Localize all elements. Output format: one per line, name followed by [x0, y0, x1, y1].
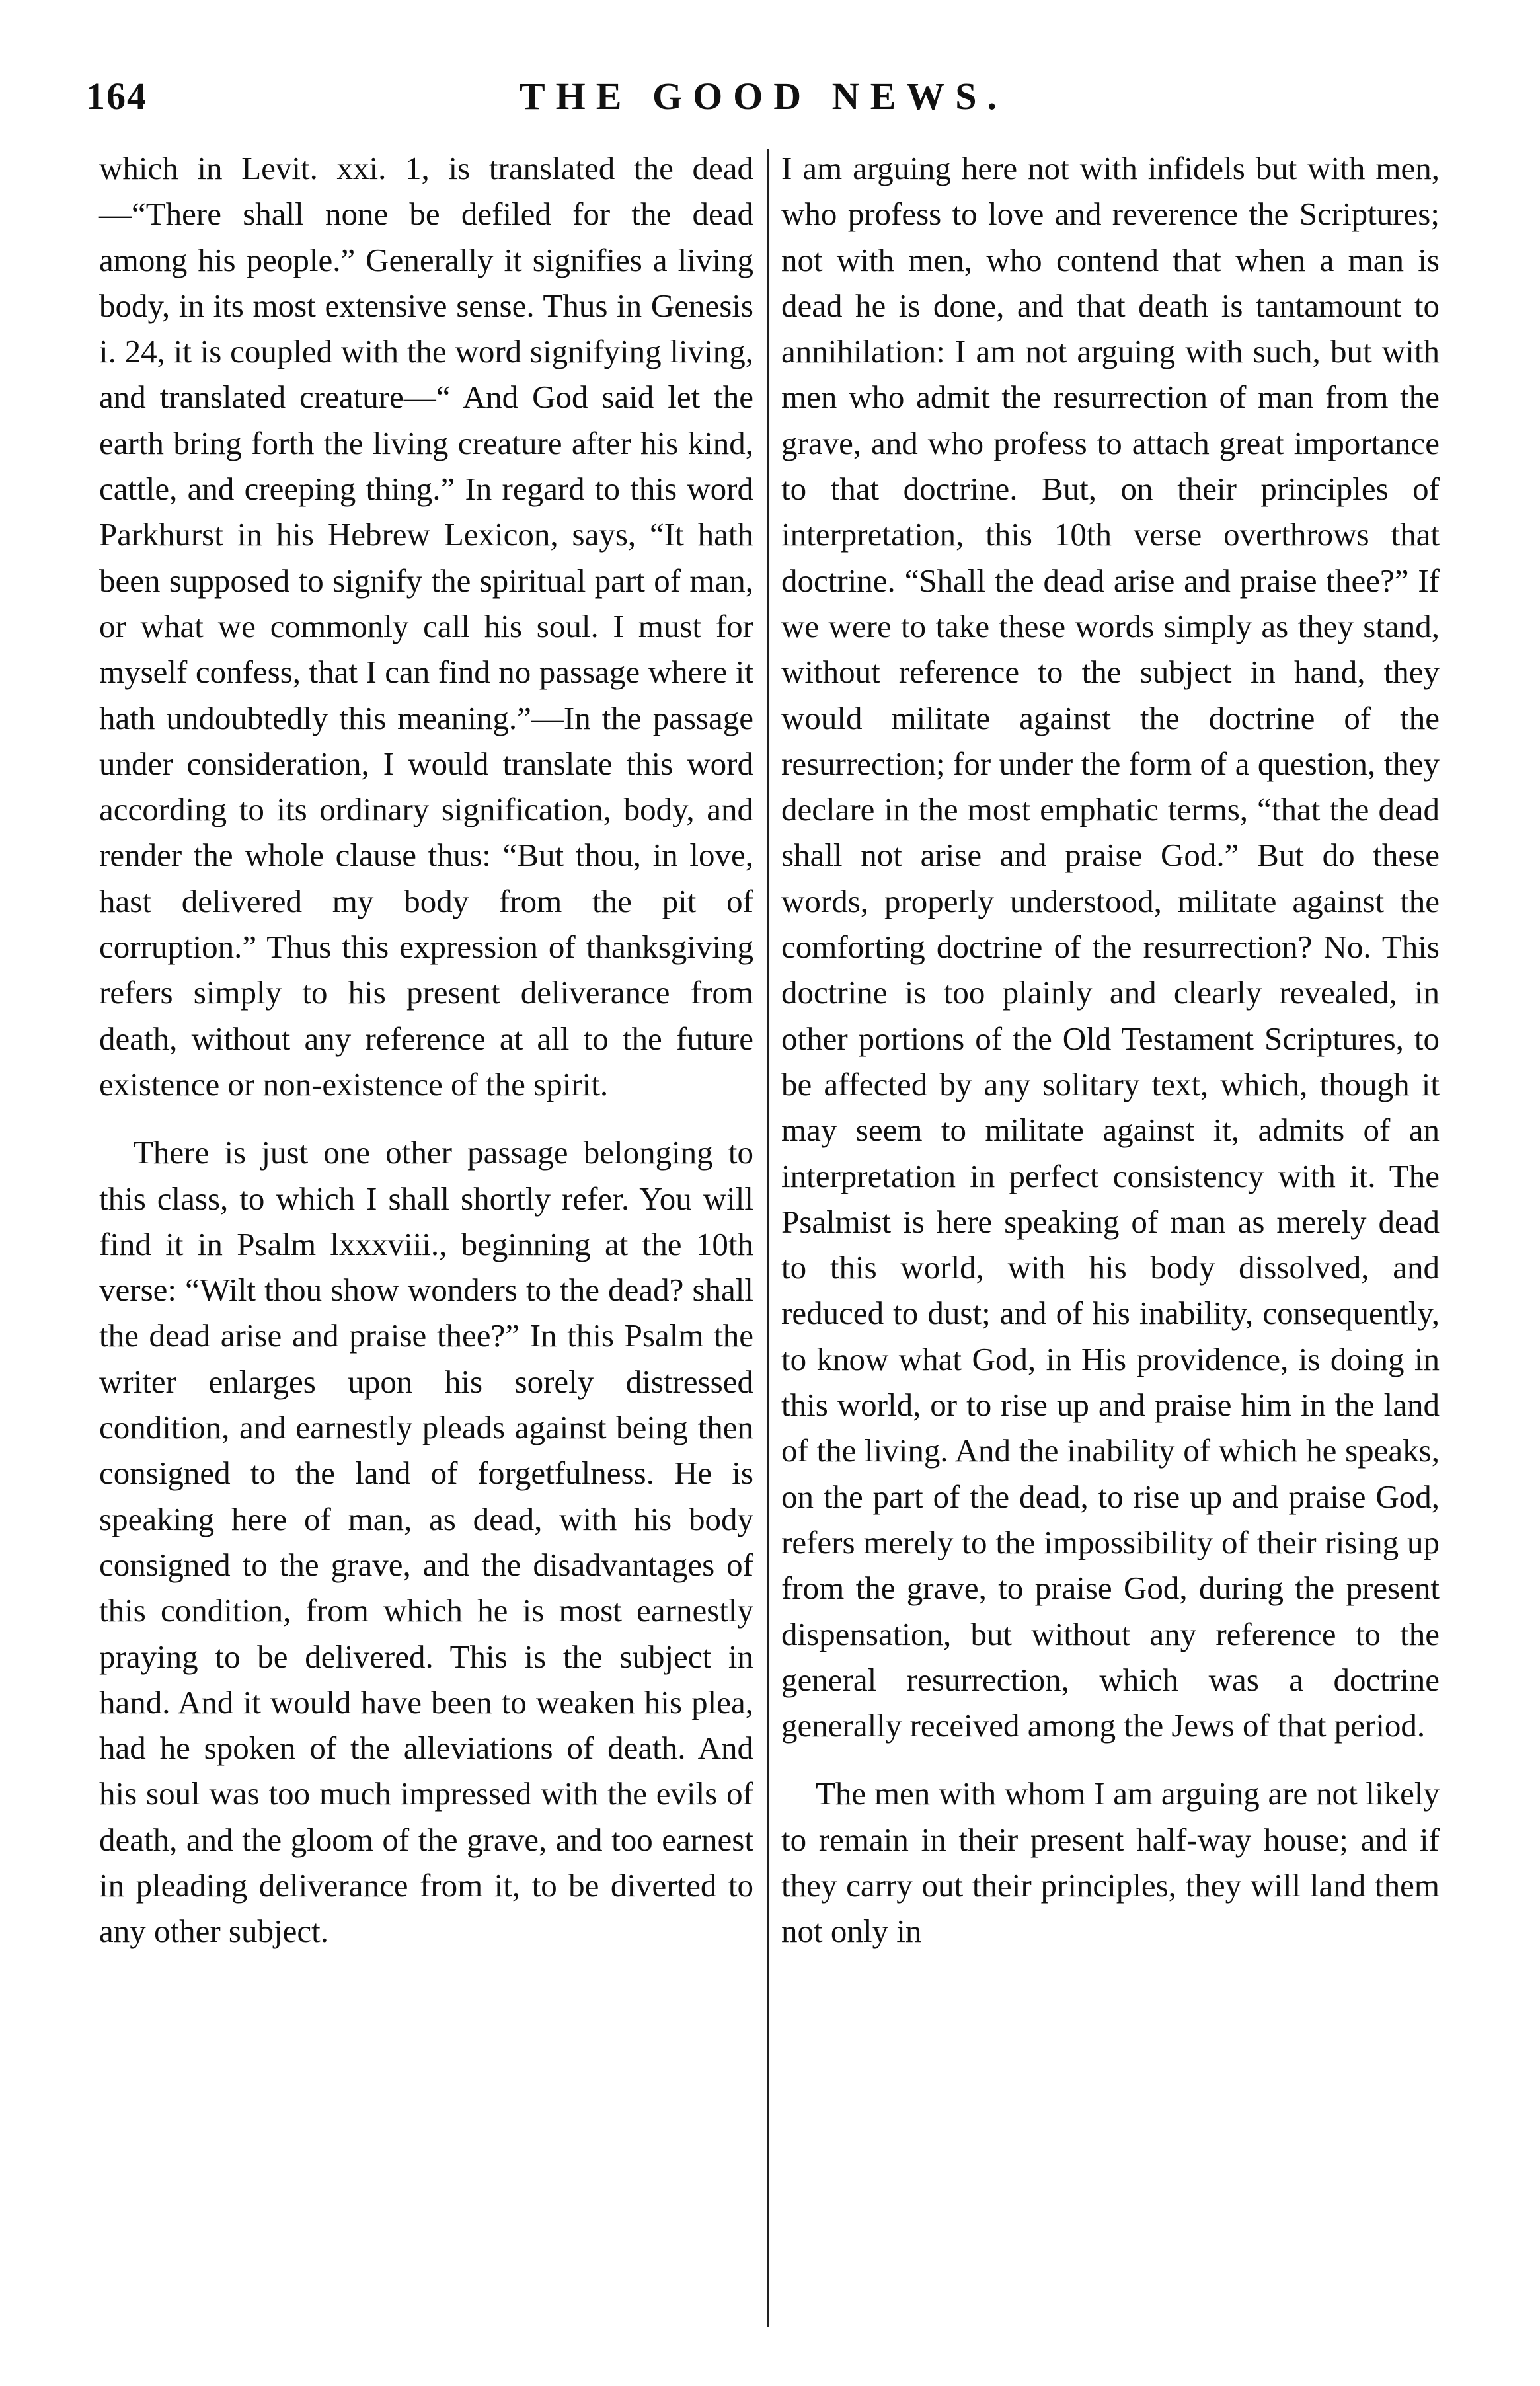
running-title: THE GOOD NEWS.	[519, 75, 1008, 118]
left-paragraph-1: which in Levit. xxi. 1, is translated the dead—“There shall none be defiled for the dead among his people.” Generally it signifies a living body, in its most extensive sense. Thus in Genesis i. 24, it is coupled with the word signifying living, and translated creature—“ And God said let the earth bring forth the living creature after his kind, cattle, and creeping thing.” In regard to this word Parkhurst in his Hebrew Lexicon, says, “It hath been supposed to signify the spiritual part of man, or what we commonly call his soul. I must for myself confess, that I can find no passage where it hath undoubtedly this meaning.”—In the passage under consideration, I would translate this word according to its ordinary signification, body, and render the whole clause thus: “But thou, in love, hast delivered my body from the pit of corruption.” Thus this expression of thanksgiving refers simply to his present deliverance from death, without any reference at all to the future existence or non-existence of the spirit.	[99, 150, 753, 1102]
right-paragraph-1: I am arguing here not with infidels but with men, who profess to love and reverence the Scriptures; not with men, who contend that when a man is dead he is done, and that death is tantamount to annihilation: I am not arguing with such, but with men who admit the resurrection of man from the grave, and who profess to attach great importance to that doctrine. But, on their principles of interpretation, this 10th verse overthrows that doctrine. “Shall the dead arise and praise thee?” If we were to take these words simply as they stand, without reference to the subject in hand, they would militate against the doctrine of the resurrection; for under the form of a question, they declare in the most emphatic terms, “that the dead shall not arise and praise God.” But do these words, properly understood, militate against the comforting doctrine of the resurrection? No. This doctrine is too plainly and clearly revealed, in other portions of the Old Testament Scriptures, to be affected by any solitary text, which, though it may seem to militate against it, admits of an interpretation in perfect consistency with it. The Psalmist is here speaking of man as merely dead to this world, with his body dissolved, and reduced to dust; and of his inability, consequently, to know what God, in His providence, is doing in this world, or to rise up and praise him in the land of the living. And the inability of which he speaks, on the part of the dead, to rise up and praise God, refers merely to the impossibility of their rising up from the grave, to praise God, during the present dispensation, but without any reference to the general resurrection, which was a doctrine generally received among the Jews of that period.	[781, 150, 1440, 1744]
left-paragraph-2: There is just one other passage belonging to this class, to which I shall shortly refer. You will find it in Psalm lxxxviii., beginning at the 10th verse: “Wilt thou show wonders to the dead? shall the dead arise and praise thee?” In this Psalm the writer enlarges upon his sorely distressed condition, and earnestly pleads against being then consigned to the land of forgetfulness. He is speaking here of man, as dead, with his body consigned to the grave, and the disadvantages of this condition, from which he is most earnestly praying to be delivered. This is the subject in hand. And it would have been to weaken his plea, had he spoken of the alleviations of death. And his soul was too much impressed with the evils of death, and the gloom of the grave, and too earnest in pleading deliverance from it, to be diverted to any other subject.	[99, 1134, 753, 1950]
page-header	[86, 74, 1441, 134]
column-divider	[767, 149, 769, 2327]
right-column	[781, 145, 1440, 1954]
right-paragraph-2: The men with whom I am arguing are not likely to remain in their present half-way house; and if they carry out their principles, they will land them not only in	[781, 1775, 1440, 1950]
left-column	[99, 145, 753, 1954]
page-number: 164	[86, 75, 147, 118]
